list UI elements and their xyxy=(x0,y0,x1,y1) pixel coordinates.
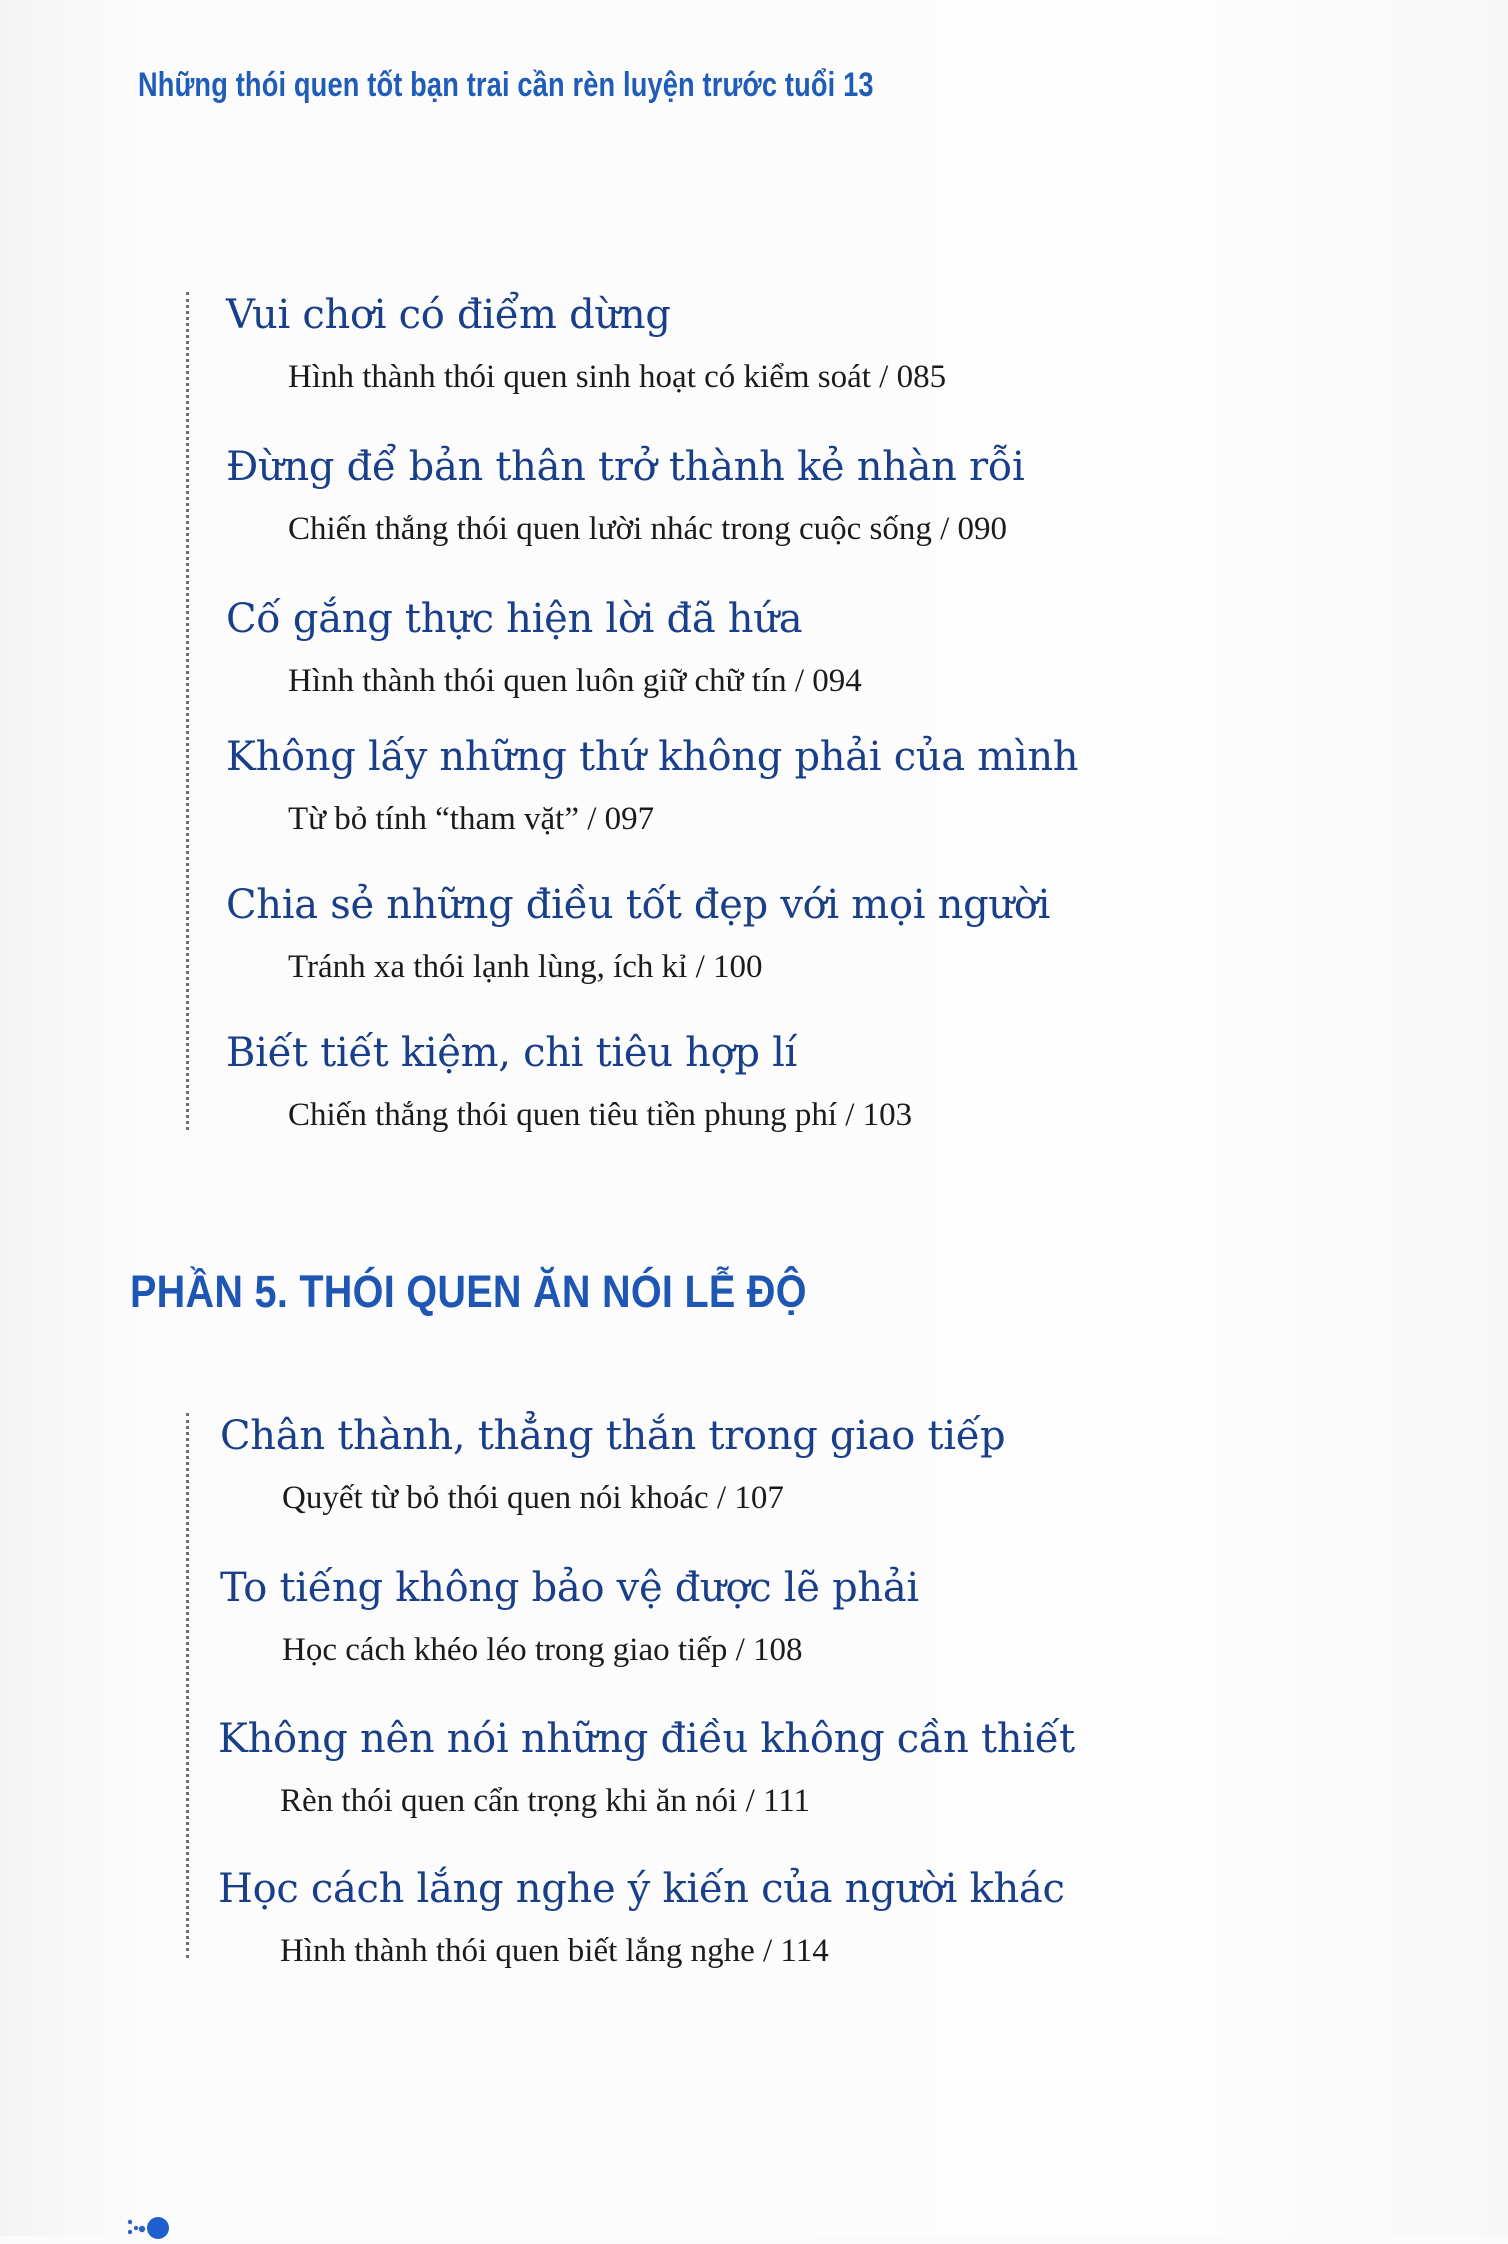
toc-entry-subtitle: Chiến thắng thói quen lười nhác trong cuộc sống / 090 xyxy=(288,511,1008,547)
toc-entry-title: To tiếng không bảo vệ được lẽ phải xyxy=(220,1565,919,1611)
toc-entry-title: Học cách lắng nghe ý kiến của người khác xyxy=(218,1866,1065,1912)
toc-entry-title: Chia sẻ những điều tốt đẹp với mọi người xyxy=(226,882,1051,928)
toc-entry-title: Cố gắng thực hiện lời đã hứa xyxy=(226,596,803,642)
toc-entry xyxy=(226,292,946,396)
toc-entry-subtitle: Hình thành thói quen biết lắng nghe / 114 xyxy=(280,1933,829,1969)
toc-entry-subtitle: Quyết từ bỏ thói quen nói khoác / 107 xyxy=(282,1480,784,1516)
toc-entry xyxy=(220,1413,1005,1517)
toc-entry-title: Không lấy những thứ không phải của mình xyxy=(226,734,1079,780)
toc-entry-subtitle: Chiến thắng thói quen tiêu tiền phung phí / 103 xyxy=(288,1097,913,1133)
toc-entry-title: Biết tiết kiệm, chi tiêu hợp lí xyxy=(226,1030,798,1076)
toc-entry xyxy=(226,734,1078,838)
toc-entry-title: Chân thành, thẳng thắn trong giao tiếp xyxy=(220,1413,1006,1459)
toc-entry xyxy=(226,596,862,700)
toc-entry xyxy=(218,1716,1075,1820)
toc-entry-title: Đừng để bản thân trở thành kẻ nhàn rỗi xyxy=(226,444,1025,490)
toc-entry xyxy=(226,444,1025,548)
toc-entry-subtitle: Hình thành thói quen sinh hoạt có kiểm soát / 085 xyxy=(288,359,947,395)
toc-entry xyxy=(226,1030,912,1134)
toc-entry-subtitle: Tránh xa thói lạnh lùng, ích kỉ / 100 xyxy=(288,949,763,985)
page-dots-ornament-icon xyxy=(126,2214,186,2244)
toc-entry xyxy=(218,1866,1065,1970)
section-heading: PHẦN 5. THÓI QUEN ĂN NÓI LỄ ĐỘ xyxy=(130,1266,807,1317)
toc-entry-title: Không nên nói những điều không cần thiết xyxy=(218,1716,1075,1762)
toc-entry xyxy=(226,882,1050,986)
toc-entry-subtitle: Từ bỏ tính “tham vặt” / 097 xyxy=(288,801,655,837)
running-head: Những thói quen tốt bạn trai cần rèn luyện trước tuổi 13 xyxy=(138,66,874,104)
toc-entry-title: Vui chơi có điểm dừng xyxy=(226,292,671,338)
toc-entry-subtitle: Học cách khéo léo trong giao tiếp / 108 xyxy=(282,1632,803,1668)
dotted-rule xyxy=(186,292,189,1130)
toc-entry xyxy=(220,1565,919,1669)
dotted-rule xyxy=(186,1413,189,1958)
toc-entry-subtitle: Rèn thói quen cẩn trọng khi ăn nói / 111 xyxy=(280,1783,811,1819)
toc-entry-subtitle: Hình thành thói quen luôn giữ chữ tín / 094 xyxy=(288,663,862,699)
